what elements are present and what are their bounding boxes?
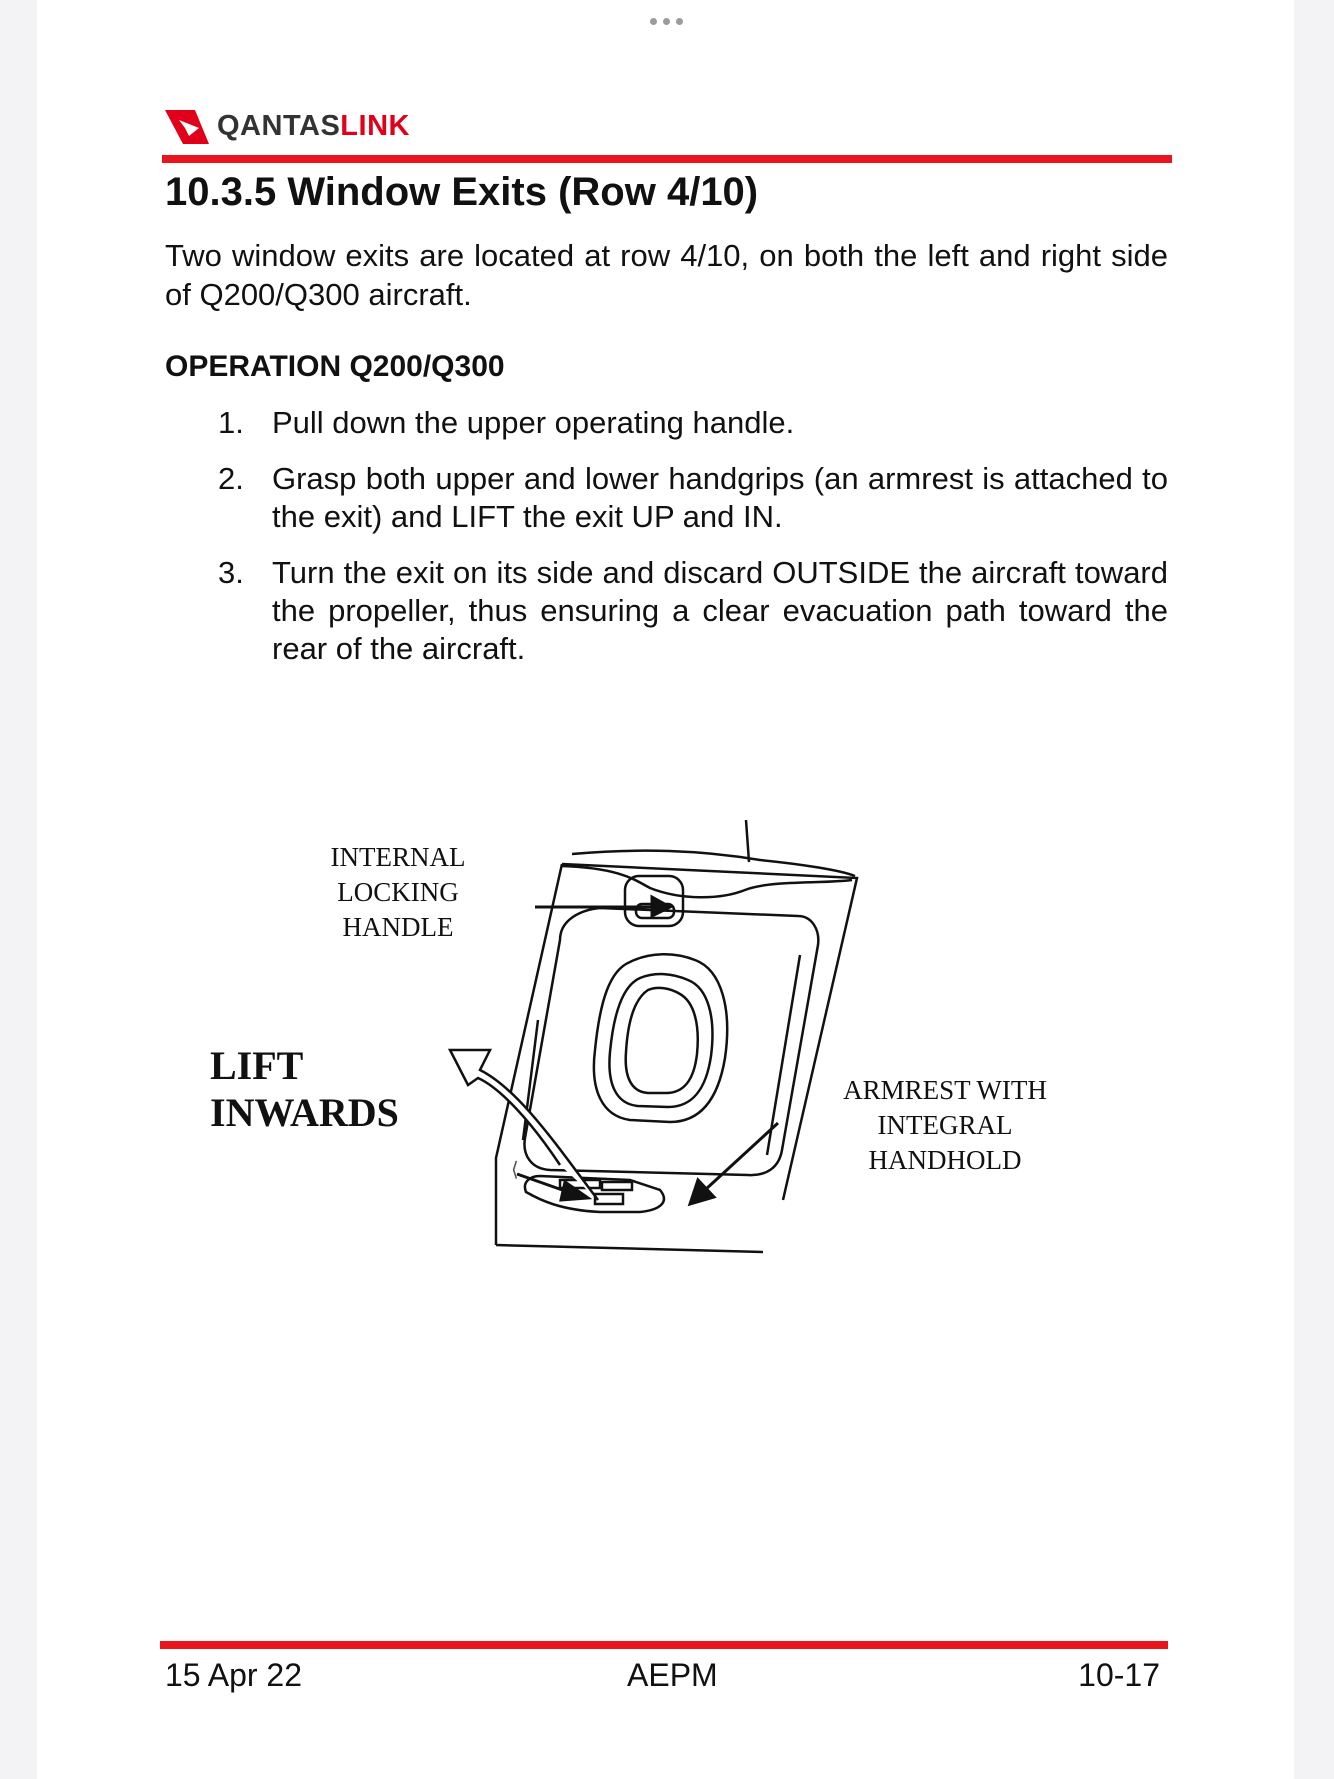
step-text: Grasp both upper and lower handgrips (an armrest is attached to the exit) and LIFT the exit UP and IN. (272, 461, 1168, 534)
step-item (218, 460, 1168, 536)
footer-page-number: 10-17 (1078, 1657, 1160, 1693)
label-line: HANDLE (342, 912, 454, 942)
section-title: 10.3.5 Window Exits (Row 4/10) (165, 170, 759, 214)
more-options-icon[interactable] (641, 13, 691, 29)
intro-paragraph: Two window exits are located at row 4/10, on both the left and right side of Q200/Q300 aircraft. (165, 238, 1168, 312)
label-lift-inwards: LIFT INWARDS (210, 1043, 399, 1135)
step-item (218, 554, 1168, 668)
step-number: 3. (218, 555, 244, 590)
label-line: INTERNAL LOCKING (330, 842, 466, 907)
label-line: INTEGRAL HANDHOLD (868, 1110, 1022, 1175)
logo-text-link: LINK (340, 109, 410, 142)
step-text: Turn the exit on its side and discard OUTSIDE the aircraft toward the propeller, thus ensuring a clear evacuation path toward the rear of the aircraft. (272, 555, 1168, 666)
kangaroo-tail-icon (165, 106, 211, 146)
step-text: Pull down the upper operating handle. (272, 405, 795, 440)
label-armrest (815, 1073, 1075, 1178)
operation-steps (218, 404, 1168, 686)
footer-document-code: AEPM (627, 1657, 718, 1693)
step-number: 2. (218, 461, 244, 496)
step-item (218, 404, 1168, 442)
logo-text-qantas: QANTAS (217, 109, 341, 142)
header-rule (162, 155, 1172, 163)
svg-text:⟨: ⟨ (511, 1159, 519, 1181)
window-exit-diagram (200, 820, 1100, 1270)
label-line: ARMREST WITH (843, 1075, 1047, 1105)
qantaslink-logo (165, 104, 410, 148)
footer-rule (160, 1641, 1168, 1649)
footer-date: 15 Apr 22 (165, 1657, 302, 1693)
label-internal-locking-handle (278, 840, 518, 945)
operation-heading: OPERATION Q200/Q300 (165, 350, 505, 383)
step-number: 1. (218, 405, 244, 440)
